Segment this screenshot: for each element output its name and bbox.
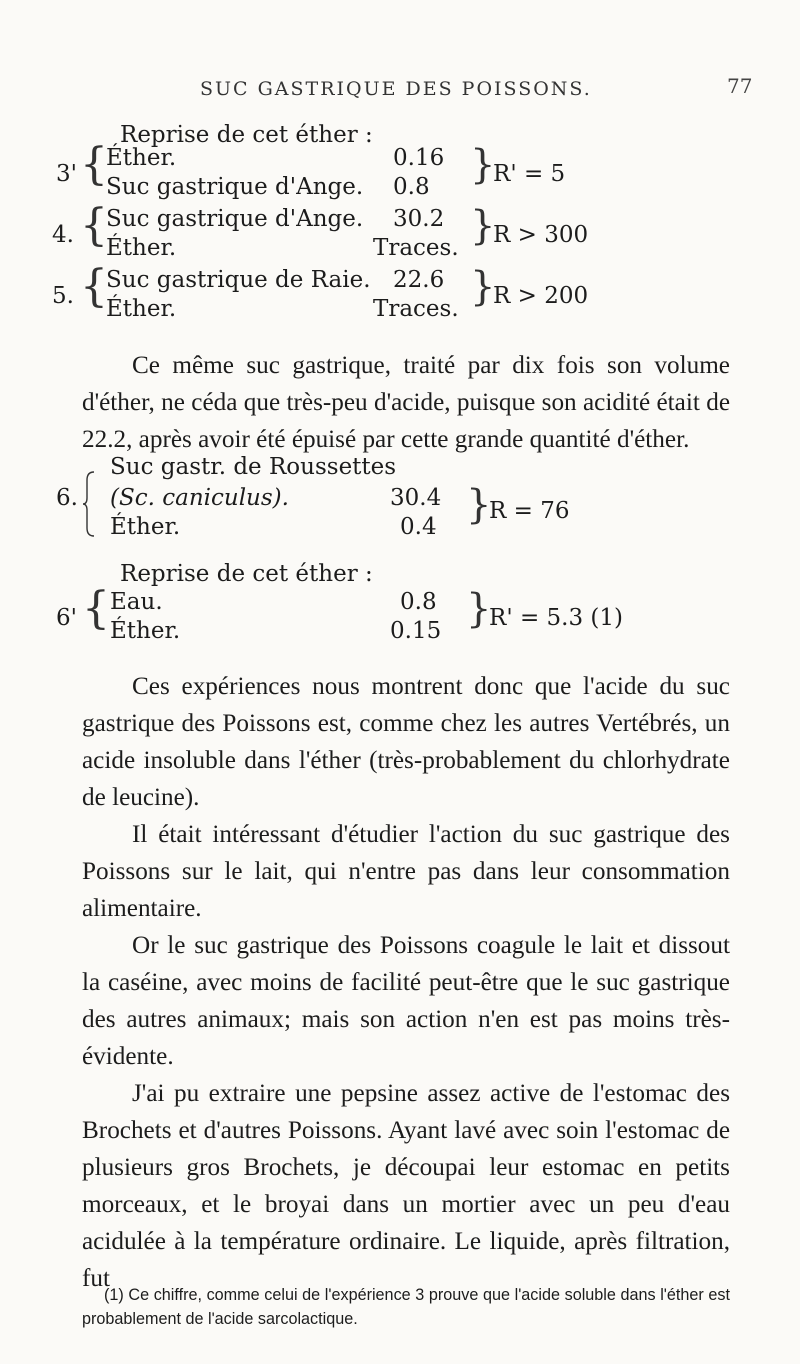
reprise-heading-1: Reprise de cet éther : (120, 122, 373, 148)
entry-label: Suc gastrique d'Ange. (106, 206, 364, 232)
reprise-heading-2: Reprise de cet éther : (120, 561, 373, 587)
paragraph: Ces expériences nous montrent donc que l'acide du suc gastrique des Poissons est, comme chez les autres Vertébrés, un acide insoluble dans l'éther (très-probablement du chlorhydrate de leucine). (82, 673, 730, 811)
paragraph-text: Ce même suc gastrique, traité par dix fois son volume d'éther, ne céda que très-peu d'acide, puisque son acidité était de 22.2, après avoir été épuisé par cette grande quantité d'éther. (82, 352, 730, 453)
right-brace: } (466, 586, 492, 632)
result-value: R > 200 (493, 283, 589, 309)
entry-label: Suc gastrique d'Ange. (106, 174, 364, 200)
result-value: R > 300 (493, 222, 589, 248)
running-title: SUC GASTRIQUE DES POISSONS. (200, 78, 592, 100)
left-brace: { (80, 139, 108, 190)
entry-value: Traces. (373, 296, 459, 322)
paragraph-1 (82, 347, 730, 458)
paragraph: J'ai pu extraire une pepsine assez active de l'estomac des Brochets et d'autres Poissons. Ayant lavé avec soin l'estomac de plusieurs gros Brochets, je découpai leur estomac en petits morceaux, et le broyai dans un mortier avec un peu d'eau acidulée à la température ordinaire. Le liquide, après filtration, fut (82, 1080, 730, 1292)
left-brace: { (80, 200, 108, 251)
row-number: 5. (52, 283, 74, 309)
result-value: R' = 5 (493, 161, 566, 187)
entry-label: Éther. (110, 514, 181, 540)
entry-value: 0.4 (400, 514, 437, 540)
entry-value: 0.16 (393, 145, 445, 171)
body-text (82, 668, 730, 1297)
left-brace: { (80, 261, 108, 312)
left-brace: { (82, 583, 110, 634)
row-number: 4. (52, 222, 74, 248)
paragraph: Or le suc gastrique des Poissons coagule le lait et dissout la caséine, avec moins de facilité peut-être que le suc gastrique des autres animaux; mais son action n'en est pas moins très-évidente. (82, 932, 730, 1070)
row-number: 6. (56, 485, 78, 511)
footnote (82, 1283, 730, 1331)
right-brace: } (466, 482, 492, 528)
entry-label: Éther. (110, 618, 181, 644)
entry-label: Éther. (106, 145, 177, 171)
entry-label: Suc gastrique de Raie. (106, 267, 371, 293)
entry-label (110, 484, 289, 512)
result-value: R' = 5.3 (1) (489, 605, 624, 631)
entry-value: 0.8 (393, 174, 430, 200)
entry-label: Éther. (106, 296, 177, 322)
entry-value: 22.6 (393, 267, 445, 293)
right-brace: } (470, 142, 496, 188)
entry-label: Eau. (110, 589, 163, 615)
right-brace: } (470, 264, 496, 310)
entry-value: 0.15 (390, 618, 442, 644)
right-brace: } (470, 203, 496, 249)
entry-value: Traces. (373, 235, 459, 261)
entry-label: Suc gastr. de Roussettes (110, 454, 397, 480)
page-number: 77 (727, 74, 753, 98)
entry-value: 0.8 (400, 589, 437, 615)
species-name: (Sc. caniculus). (110, 485, 289, 511)
entry-value: 30.4 (390, 485, 442, 511)
footnote-text: (1) Ce chiffre, comme celui de l'expérience 3 prouve que l'acide soluble dans l'éther est probablement de l'acide sarcolactique. (82, 1286, 730, 1328)
left-brace (82, 470, 96, 538)
paragraph: Il était intéressant d'étudier l'action du suc gastrique des Poissons sur le lait, qui n'entre pas dans leur consommation alimentaire. (82, 821, 730, 922)
row-number: 6' (56, 605, 77, 631)
entry-value: 30.2 (393, 206, 445, 232)
result-value: R = 76 (489, 498, 570, 524)
row-number: 3' (56, 161, 77, 187)
entry-label: Éther. (106, 235, 177, 261)
